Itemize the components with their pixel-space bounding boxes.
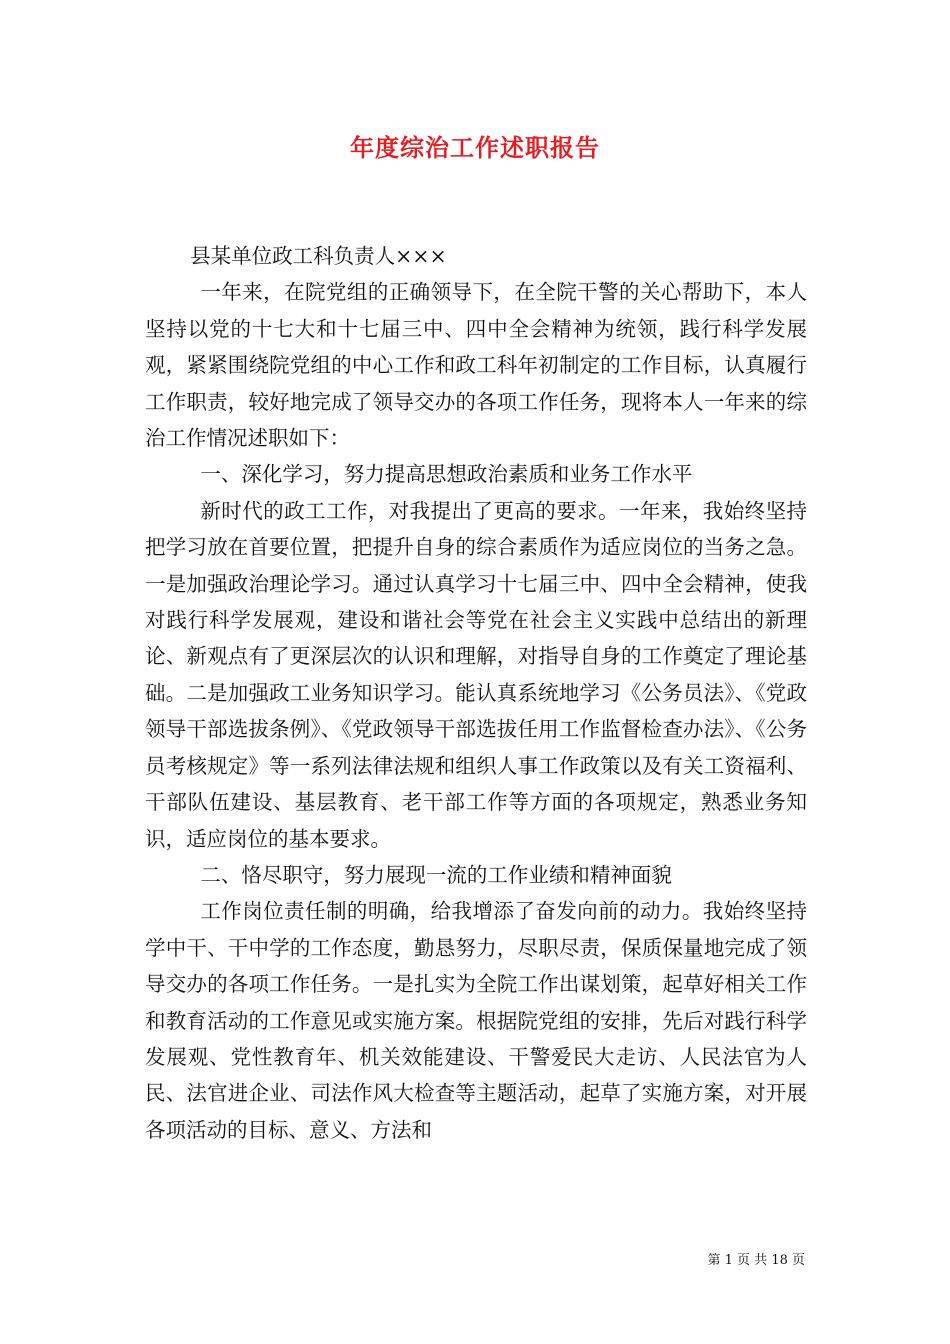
section-heading-1: 一、深化学习，努力提高思想政治素质和业务工作水平 xyxy=(200,462,693,487)
paragraph-intro: 一年来，在院党组的正确领导下，在全院干警的关心帮助下，本人坚持以党的十七大和十七届三中、四中全会精神为统领，践行科学发展观，紧紧围绕院党组的中心工作和政工科年初制定的工作目标，认真履行工作职责，较好地完成了领导交办的各项工作任务，现将本人一年来的综治工作情况述职如下： xyxy=(145,280,807,451)
author-line: 县某单位政工科负责人××× xyxy=(190,244,447,268)
paragraph-section-2: 工作岗位责任制的明确，给我增添了奋发向前的动力。我始终坚持学中干、干中学的工作态度，勤恳努力，尽职尽责，保质保量地完成了领导交办的各项工作任务。一是扎实为全院工作出谋划策，起草好相关工作和教育活动的工作意见或实施方案。根据院党组的安排，先后对践行科学发展观、党性教育年、机关效能建设、干警爱民大走访、人民法官为人民、法官进企业、司法作风大检查等主题活动，起草了实施方案，对开展各项活动的目标、意义、方法和 xyxy=(145,899,807,1142)
paragraph-section-1: 新时代的政工工作，对我提出了更高的要求。一年来，我始终坚持把学习放在首要位置，把提升自身的综合素质作为适应岗位的当务之急。一是加强政治理论学习。通过认真学习十七届三中、四中全会精神，使我对践行科学发展观，建设和谐社会等党在社会主义实践中总结出的新理论、新观点有了更深层次的认识和理解，对指导自身的工作奠定了理论基础。二是加强政工业务知识学习。能认真系统地学习《公务员法》、《党政领导干部选拔条例》、《党政领导干部选拔任用工作监督检查办法》、《公务员考核规定》等一系列法律法规和组织人事工作政策以及有关工资福利、干部队伍建设、基层教育、老干部工作等方面的各项规定，熟悉业务知识，适应岗位的基本要求。 xyxy=(145,498,807,851)
page-number-footer: 第 1 页 共 18 页 xyxy=(707,1253,805,1268)
document-title: 年度综治工作述职报告 xyxy=(350,133,600,162)
section-heading-2: 二、恪尽职守，努力展现一流的工作业绩和精神面貌 xyxy=(200,862,672,887)
document-body xyxy=(145,238,807,1148)
